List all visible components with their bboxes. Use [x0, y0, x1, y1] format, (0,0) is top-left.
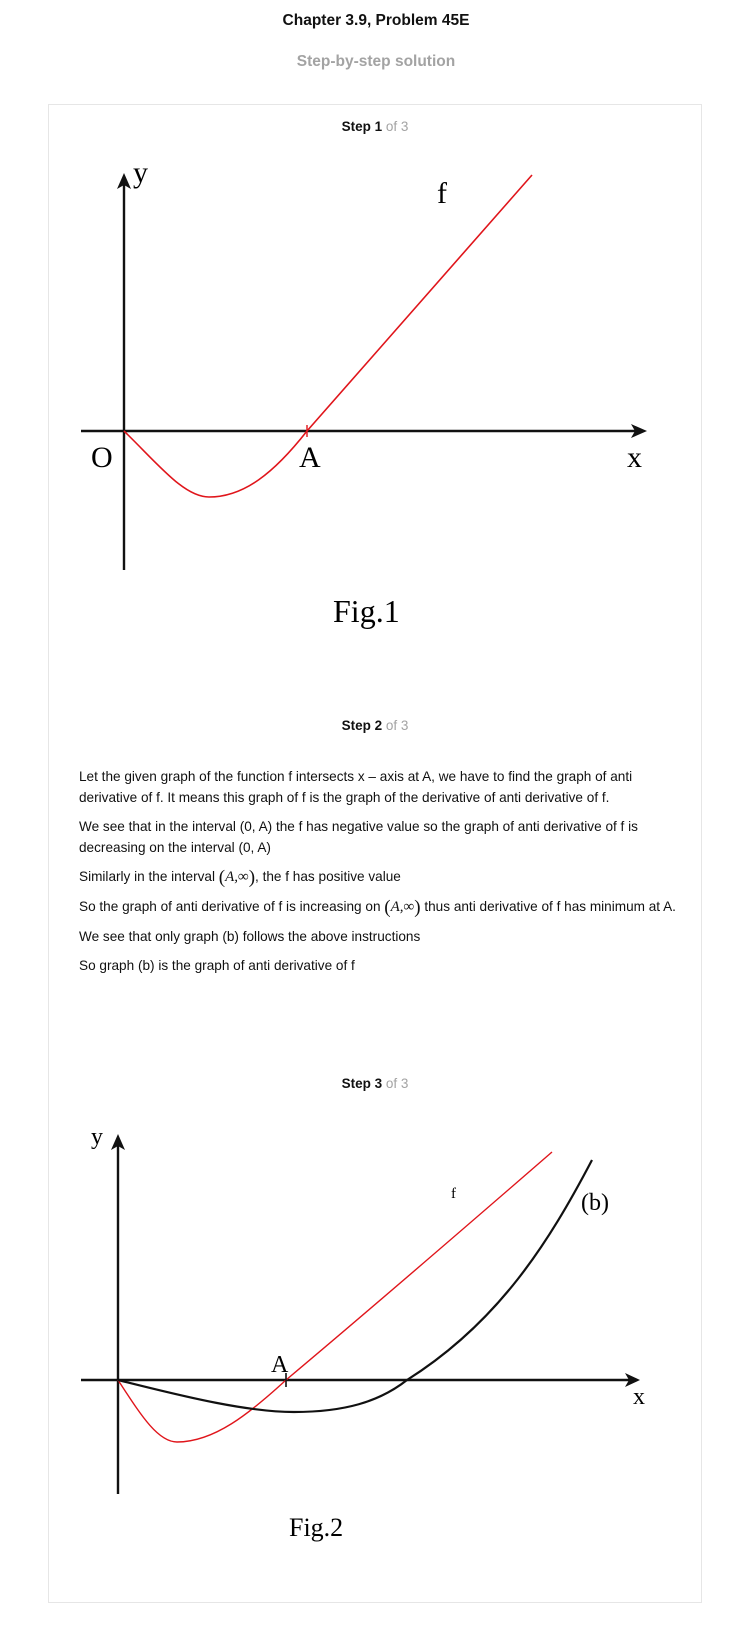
figure-2-graph [49, 1062, 701, 1601]
explanation-paragraph-5: We see that only graph (b) follows the above instructions [79, 929, 421, 944]
step-1-card [48, 104, 702, 705]
explanation-paragraph-6: So graph (b) is the graph of anti derivative of f [79, 958, 355, 973]
y-axis-label: y [133, 156, 148, 189]
interval-open-paren: ( [218, 867, 226, 888]
interval-expression [384, 897, 421, 918]
figure-1-caption: Fig.1 [333, 593, 400, 629]
explanation-paragraph-2: We see that in the interval (0, A) the f has negative value so the graph of anti derivative of f is decreasing on the interval (0, A) [79, 819, 638, 855]
y-axis-label: y [91, 1124, 103, 1150]
explanation-paragraph-4 [79, 896, 679, 918]
origin-label: O [91, 441, 113, 474]
interval-close-paren: ) [414, 897, 421, 918]
step-2-explanation [79, 766, 679, 984]
step-word: Step [341, 1076, 371, 1091]
step-word: Step [341, 119, 371, 134]
interval-inner: A,∞ [390, 899, 415, 915]
chapter-title: Chapter 3.9, Problem 45E [282, 12, 470, 29]
step-3-card [48, 1062, 702, 1603]
figure-2-caption: Fig.2 [289, 1513, 344, 1542]
explanation-paragraph-1: Let the given graph of the function f intersects x – axis at A, we have to find the graph of anti derivative of f. It means this graph of f is the graph of the derivative of anti derivative of f. [79, 769, 633, 805]
step-2-card [48, 704, 702, 1063]
interval-expression [218, 867, 256, 888]
paragraph-3-text-end: , the f has positive value [255, 869, 401, 884]
paragraph-4-text: So the graph of anti derivative of f is increasing on [79, 899, 381, 914]
solution-subtitle: Step-by-step solution [296, 53, 456, 70]
paragraph-4-text-end: thus anti derivative of f has minimum at A. [424, 899, 676, 914]
interval-inner: A,∞ [225, 869, 249, 885]
step-number: 2 [374, 718, 383, 733]
a-point-label: A [299, 441, 321, 474]
f-curve-label: f [451, 1186, 456, 1202]
step-number: 3 [374, 1076, 383, 1091]
function-f-curve [124, 175, 532, 497]
interval-close-paren: ) [248, 867, 256, 888]
x-axis-label: x [627, 441, 642, 474]
b-curve-label: (b) [581, 1190, 609, 1216]
antiderivative-b-curve [118, 1160, 592, 1412]
step-of-total: of 3 [385, 1076, 409, 1091]
step-of-total: of 3 [385, 119, 409, 134]
f-curve-label: f [437, 177, 447, 210]
step-of-total: of 3 [385, 718, 409, 733]
a-point-label: A [271, 1352, 289, 1378]
x-axis-label: x [633, 1384, 645, 1410]
step-2-header [49, 718, 701, 733]
step-word: Step [341, 718, 371, 733]
function-f-curve [118, 1152, 552, 1442]
interval-open-paren: ( [384, 897, 391, 918]
step-number: 1 [374, 119, 383, 134]
explanation-paragraph-3 [79, 866, 679, 888]
paragraph-3-text: Similarly in the interval [79, 869, 215, 884]
figure-1-graph [49, 105, 701, 704]
